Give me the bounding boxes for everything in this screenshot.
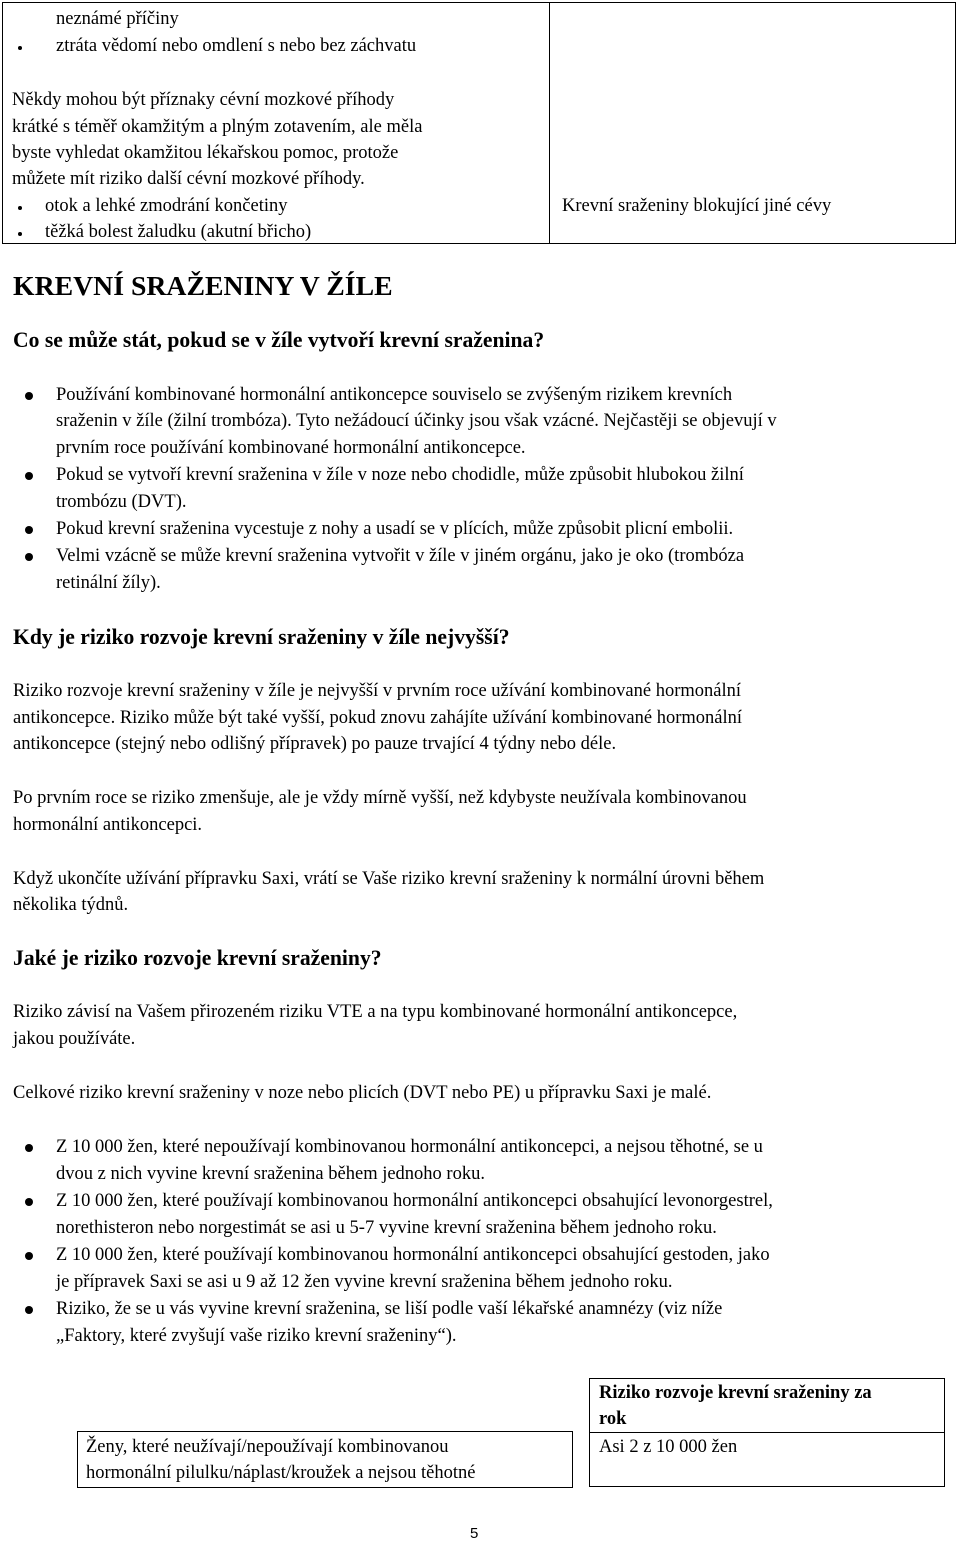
section-heading: KREVNÍ SRAŽENINY V ŽÍLE: [13, 271, 393, 302]
list-item-line: Z 10 000 žen, které používají kombinovanou hormonální antikoncepci obsahující levonorgestrel,: [56, 1191, 773, 1211]
bullet-icon: [25, 1306, 33, 1314]
paragraph-line: Po prvním roce se riziko zmenšuje, ale je vždy mírně vyšší, než kdybyste neužívala kombinovanou: [13, 788, 747, 808]
bullet-icon: [25, 1144, 33, 1152]
paragraph-line: antikoncepce (stejný nebo odlišný přípravek) po pauze trvající 4 týdny nebo déle.: [13, 734, 617, 754]
symptom-line: těžká bolest žaludku (akutní břicho): [45, 222, 312, 242]
risk-header-line: Riziko rozvoje krevní sraženiny za: [599, 1383, 872, 1403]
bullet-icon: [18, 206, 22, 210]
bullet-icon: [25, 526, 33, 534]
list-item-line: Z 10 000 žen, které používají kombinovanou hormonální antikoncepci obsahující gestoden, jako: [56, 1245, 770, 1265]
list-item-line: norethisteron nebo norgestimát se asi u 5-7 vyvine krevní sraženina během jednoho roku.: [56, 1218, 717, 1238]
page-number: 5: [470, 1525, 479, 1542]
risk-group-cell: [77, 1431, 573, 1488]
symptoms-table: [2, 2, 956, 244]
risk-group-line: Ženy, které neužívají/nepoužívají kombinovanou: [86, 1437, 449, 1457]
list-item-line: je přípravek Saxi se asi u 9 až 12 žen vyvine krevní sraženina během jednoho roku.: [56, 1272, 673, 1292]
symptoms-cell: [3, 3, 550, 243]
risk-value: Asi 2 z 10 000 žen: [599, 1437, 738, 1457]
list-item-line: sraženin v žíle (žilní trombóza). Tyto nežádoucí účinky jsou však vzácné. Nejčastěji se objevují v: [56, 411, 777, 431]
paragraph-line: jakou používáte.: [13, 1029, 136, 1049]
symptom-note: krátké s téměř okamžitým a plným zotavením, ale měla: [12, 117, 423, 137]
risk-group-line: hormonální pilulku/náplast/kroužek a nejsou těhotné: [86, 1463, 476, 1483]
list-item-line: Riziko, že se u vás vyvine krevní sraženina, se liší podle vaší lékařské anamnézy (viz níže: [56, 1299, 723, 1319]
symptom-line: otok a lehké zmodrání končetiny: [45, 196, 288, 216]
question-heading: Jaké je riziko rozvoje krevní sraženiny?: [13, 946, 382, 970]
symptom-line: neznámé příčiny: [56, 9, 179, 29]
bullet-icon: [25, 392, 33, 400]
paragraph-line: Riziko rozvoje krevní sraženiny v žíle je nejvyšší v prvním roce užívání kombinované hormonální: [13, 681, 741, 701]
risk-value-table: [589, 1378, 945, 1487]
list-item-line: Velmi vzácně se může krevní sraženina vytvořit v žíle v jiném orgánu, jako je oko (trombóza: [56, 546, 745, 566]
symptom-note: Někdy mohou být příznaky cévní mozkové příhody: [12, 90, 395, 110]
list-item-line: Pokud se vytvoří krevní sraženina v žíle v noze nebo chodidle, může způsobit hlubokou žilní: [56, 465, 744, 485]
bullet-icon: [25, 1252, 33, 1260]
symptom-line: ztráta vědomí nebo omdlení s nebo bez záchvatu: [56, 36, 417, 56]
bullet-icon: [25, 1198, 33, 1206]
condition-cell: Krevní sraženiny blokující jiné cévy: [562, 196, 832, 216]
list-item-line: „Faktory, které zvyšují vaše riziko krevní sraženiny“).: [56, 1326, 457, 1346]
bullet-icon: [18, 232, 22, 236]
list-item-line: Pokud krevní sraženina vycestuje z nohy a usadí se v plících, může způsobit plicní embolii.: [56, 519, 734, 539]
symptom-note: můžete mít riziko další cévní mozkové příhody.: [12, 169, 365, 189]
paragraph-line: hormonální antikoncepci.: [13, 815, 203, 835]
risk-header-line: rok: [599, 1409, 627, 1429]
bullet-icon: [25, 553, 33, 561]
list-item-line: trombózu (DVT).: [56, 492, 187, 512]
paragraph-line: Riziko závisí na Vašem přirozeném riziku VTE a na typu kombinované hormonální antikoncepce,: [13, 1002, 738, 1022]
bullet-icon: [18, 46, 22, 50]
list-item-line: Používání kombinované hormonální antikoncepce souviselo se zvýšeným rizikem krevních: [56, 385, 733, 405]
list-item-line: prvním roce používání kombinované hormonální antikoncepce.: [56, 438, 526, 458]
paragraph-line: Když ukončíte užívání přípravku Saxi, vrátí se Vaše riziko krevní sraženiny k normální úrovni během: [13, 869, 765, 889]
paragraph-line: antikoncepce. Riziko může být také vyšší, pokud znovu zahájíte užívání kombinované hormonální: [13, 708, 743, 728]
bullet-icon: [25, 472, 33, 480]
list-item-line: retinální žíly).: [56, 573, 161, 593]
question-heading: Co se může stát, pokud se v žíle vytvoří krevní sraženina?: [13, 328, 545, 352]
table-divider: [590, 1432, 944, 1433]
list-item-line: Z 10 000 žen, které nepoužívají kombinovanou hormonální antikoncepci, a nejsou těhotné, se u: [56, 1137, 763, 1157]
paragraph-line: Celkové riziko krevní sraženiny v noze nebo plicích (DVT nebo PE) u přípravku Saxi je malé.: [13, 1083, 712, 1103]
list-item-line: dvou z nich vyvine krevní sraženina během jednoho roku.: [56, 1164, 485, 1184]
question-heading: Kdy je riziko rozvoje krevní sraženiny v žíle nejvyšší?: [13, 625, 510, 649]
paragraph-line: několika týdnů.: [13, 895, 129, 915]
symptom-note: byste vyhledat okamžitou lékařskou pomoc, protože: [12, 143, 399, 163]
